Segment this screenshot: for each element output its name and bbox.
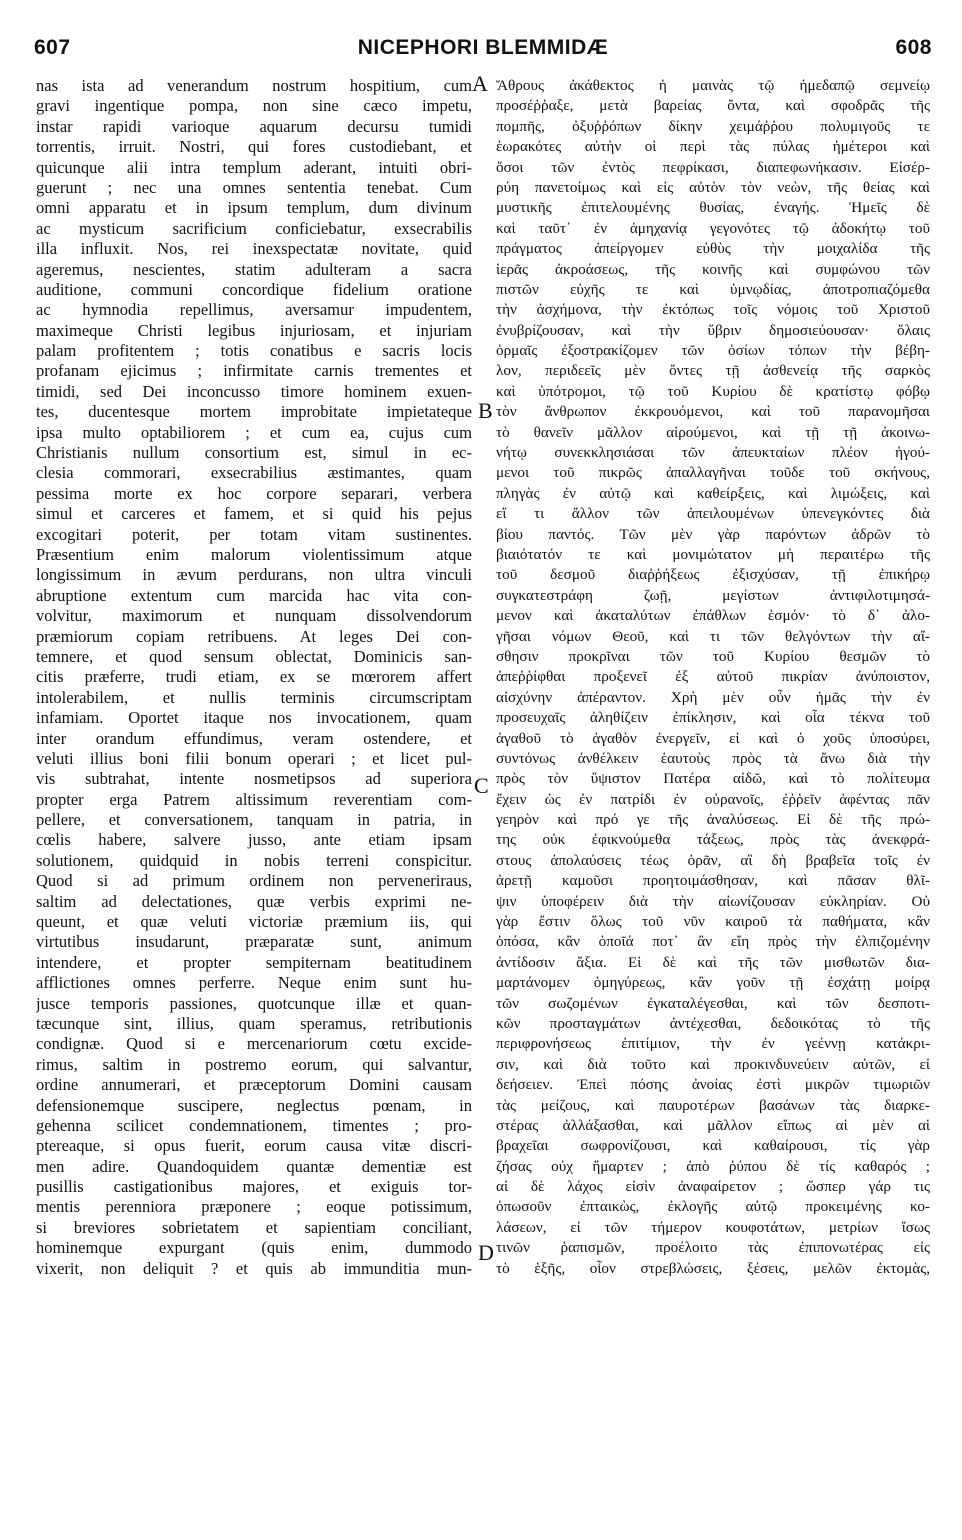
latin-text-line: longissimum in ævum perdurans, non ultra vinculi xyxy=(36,565,472,585)
latin-text-line: gehenna scilicet condemnationem, timentes ; pro- xyxy=(36,1115,472,1135)
greek-text-line: τῶν σωζομένων ἐγκαταλέγεσθαι, καὶ τῶν δεσποτι- xyxy=(496,994,930,1012)
greek-text-line: τὸν ἄνθρωπον ἐκκρουόμενοι, καὶ τοῦ παρανομῆσαι xyxy=(496,403,930,421)
latin-text-line: si breviores sobrietatem et sapientiam conciliant, xyxy=(36,1217,472,1237)
greek-text-line: προσευχαῖς ἀληθίζειν ἐπίκλησιν, καὶ οἷα τέκνα τοῦ xyxy=(496,709,930,727)
greek-text-line: συντόνως ἀνθέλκειν ἑαυτοὺς πρὸς τὰ ἄνω διὰ τὴν xyxy=(496,749,930,767)
latin-text-line: pessima morte ex hoc corpore separari, verbera xyxy=(36,483,472,503)
latin-text-line: virtutibus insudarunt, præparatæ sunt, animum xyxy=(36,932,472,952)
greek-text-line: ἔχειν ὡς ἐν πατρίδι ἐν οὐρανοῖς, ἐῤῥεῖν ἀφέντας πᾶν xyxy=(496,790,930,808)
greek-text-line: ἐνυβρίζουσαν, καὶ τὴν ὕβριν δημοσιεύουσαν· ὅλαις xyxy=(496,321,930,339)
latin-column xyxy=(36,76,472,1279)
greek-text-line: ρύη πανετοίμως καὶ εἰς αὐτὸν τὸν νεὼν, τῆς θείας καὶ xyxy=(496,178,930,196)
greek-text-line: συγκατεστράφη ζωῇ, μεγίστων ἀντιφιλοτιμησά- xyxy=(496,586,930,604)
greek-text-line: μενον καὶ ἀκαταλύτων ἐπάθλων ἑσμόν· τὸ δ᾽ ἀλο- xyxy=(496,607,930,625)
greek-column xyxy=(496,76,930,1279)
greek-text-line: ἱερᾶς ἀκροάσεως, τῆς κοινῆς καὶ συμφώνου τῶν xyxy=(496,260,930,278)
greek-text-line: αἱ δὲ λάχος εἰσὶν ἀναφαίρετον ; ὥσπερ γάρ τις xyxy=(496,1178,930,1196)
greek-text-line: ὅσοι τῶν ἐντὸς πεφρίκασι, διαπεφωνήκασιν. Εἰσέρ- xyxy=(496,158,930,176)
greek-text-line: ἀντίδοσιν ἄξια. Εἰ δὲ καὶ τῆς τῶν μισθωτῶν δια- xyxy=(496,953,930,971)
latin-text-line: queunt, et quæ veluti victoriæ præmium iis, qui xyxy=(36,912,472,932)
greek-text-line: ἀπεῤῥίφθαι προξενεῖ ἐξ αὐτοῦ πικρίαν ἀνύποιστον, xyxy=(496,668,930,686)
greek-text-line: αἰσχύνην ἀπέραντον. Χρὴ μὲν οὖν ἡμᾶς τὴν ἐν xyxy=(496,688,930,706)
greek-text-line: ἀγαθοῦ τὸ ἀγαθὸν ἐνεργεῖν, εἰ καὶ ὁ χοῦς ὑποσύρει, xyxy=(496,729,930,747)
latin-text-line: abruptione extentum cum marcida hac vita con- xyxy=(36,585,472,605)
latin-text-line: gravi ingentique pompa, non sine cæco impetu, xyxy=(36,96,472,116)
running-title: NICEPHORI BLEMMIDÆ xyxy=(357,36,609,59)
latin-text-line: volvitur, maximorum et nunquam dissolvendorum xyxy=(36,606,472,626)
latin-text-line: instar rapidi varioque aquarum decursu tumidi xyxy=(36,116,472,136)
greek-text-line: περιφρονήσεως ἐπιτίμιον, τὴν ἐν γεέννῃ κατάκρι- xyxy=(496,1035,930,1053)
latin-text-line: pusillis castigationibus majores, et exiguis tor- xyxy=(36,1177,472,1197)
latin-text-line: ageremus, nescientes, statim adulteram a sacra xyxy=(36,259,472,279)
latin-text-line: solutionem, quidquid in nobis terreni conspicitur. xyxy=(36,850,472,870)
greek-text-line: βιαιότατόν τε καὶ μονιμώτατον μὴ περαιτέρω τῆς xyxy=(496,545,930,563)
latin-text-line: condignæ. Quod si e mercenariorum cœtu excide- xyxy=(36,1034,472,1054)
greek-text-line: πληγὰς ἐν αὐτῷ καὶ καθείρξεις, καὶ λιμώξεις, καὶ xyxy=(496,484,930,502)
section-marker-a: A xyxy=(472,71,488,96)
greek-text-line: πομπῆς, ὀξυῤῥόπων δίκην χειμάῤῥου πολυμιγοῦς τε xyxy=(496,117,930,135)
section-marker-d: D xyxy=(478,1240,494,1265)
latin-text-line: ac hymnodia repellimus, aversamur impudentem, xyxy=(36,300,472,320)
greek-text-line: μαρτάνομεν ὁμηγύρεως, κἂν γοῦν τῇ ἐσχάτῃ μοίρᾳ xyxy=(496,974,930,992)
latin-text-line: intolerabilem, et nullis terminis circumscriptam xyxy=(36,687,472,707)
greek-text-line: πιστῶν εὐχῆς τε καὶ ὑμνῳδίας, ἀποτροπιαζόμεθα xyxy=(496,280,930,298)
latin-text-line: mentis perenniora præponere ; eoque potissimum, xyxy=(36,1197,472,1217)
section-marker-b: B xyxy=(478,398,493,423)
greek-text-line: Ἄθρους ἀκάθεκτος ἡ μαινὰς τῷ ἡμεδαπῷ σεμνείῳ xyxy=(496,77,930,94)
greek-text-line: μυστικῆς ἐπιτελουμένης θυσίας, ἐναγής. Ἡμεῖς δὲ xyxy=(496,199,930,217)
greek-text-line: γῆσαι νόμων Θεοῦ, καὶ τι τῶν θελγόντων τὴν αἴ- xyxy=(496,627,930,645)
greek-text-line: τοῦ δεσμοῦ διαῤῥήξεως ἐξισχύσαν, τῇ ἐπικήρῳ xyxy=(496,566,930,584)
latin-text-line: rimus, saltim in postremo eorum, qui salvantur, xyxy=(36,1054,472,1074)
greek-text-line: ἀρετῇ καμοῦσι προητοιμάσθησαν, καὶ πᾶσαν θλῖ- xyxy=(496,872,930,890)
greek-text-line: καὶ ὑπότρομοι, τῷ τοῦ Κυρίου δὲ κρατίστῳ φόβῳ xyxy=(496,382,930,400)
greek-text-line: κῶν προσταγμάτων ἀντέχεσθαι, δεδοικότας τὸ τῆς xyxy=(496,1014,930,1032)
greek-text-line: ἑωρακότες αὐτὴν οἱ περὶ τὰς πύλας ἡμέτεροι καὶ xyxy=(496,138,930,156)
greek-text-line: εἴ τι ἄλλον τῶν ἀπειλουμένων ὑπενεγκόντες διὰ xyxy=(496,505,930,523)
latin-text-line: defensionemque suscipere, neglectus pœnam, in xyxy=(36,1095,472,1115)
greek-text-line: τὴν ἀσχήμονα, τὴν ἐκτόπως τοῖς νόμοις τοῦ Χριστοῦ xyxy=(496,301,930,319)
latin-text-line: inter orandum effundimus, veram ostendere, et xyxy=(36,728,472,748)
latin-text-line: pellere, et conversationem, tanquam in patria, in xyxy=(36,810,472,830)
latin-text-line: profanam ejicimus ; infirmitate carnis trementes et xyxy=(36,361,472,381)
greek-text-line: ὁπωσοῦν ἐπταικὼς, ἐκλογῆς αὐτῷ προκειμένης κο- xyxy=(496,1198,930,1216)
greek-text-line: τὸ θανεῖν μᾶλλον αἱρούμενοι, καὶ τῇ τῇ ἀκοινω- xyxy=(496,423,930,441)
latin-text-line: Præsentium enim malorum violentissimum atque xyxy=(36,544,472,564)
greek-text-line: σιν, καὶ διὰ τοῦτο καὶ προκινδυνεύειν αὐτῶν, εἰ xyxy=(496,1055,930,1073)
greek-text-line: στους ἀπολαύσεις τέως ὁρᾶν, αἳ δὴ βραβεῖα τοῖς ἐν xyxy=(496,851,930,869)
latin-text-line: ipsa multo optabiliorem ; et cum ea, cujus cum xyxy=(36,422,472,442)
greek-text-line: δεήσειεν. Ἐπεὶ πόσης ἀνοίας ἐστὶ μικρῶν τιμωριῶν xyxy=(496,1076,930,1094)
latin-text-line: infamiam. Oportet itaque nos invocationem, quam xyxy=(36,708,472,728)
latin-text-line: vis subtrahat, intente nosmetipsos ad superiora xyxy=(36,769,472,789)
greek-text-line: τὸ ἑξῆς, οἷον στρεβλώσεις, ξέσεις, μελῶν ἐκτομὰς, xyxy=(496,1259,930,1277)
latin-text-line: Christianis nullum consortium est, simul in ec- xyxy=(36,443,472,463)
left-page-number: 607 xyxy=(34,36,71,59)
latin-text-line: nas ista ad venerandum nostrum hospitium, cum xyxy=(36,76,472,95)
greek-text-line: λον, περιδεεῖς μὲν ὄντες τῇ ἀσθενείᾳ τῆς σαρκὸς xyxy=(496,362,930,380)
latin-text-line: tes, ducentesque mortem improbitate impietateque xyxy=(36,402,472,422)
greek-text-line: καὶ ταῦτ᾽ ἐν ἀμηχανίᾳ γεγονότες τῷ ἀδοκήτῳ τοῦ xyxy=(496,219,930,237)
greek-text-line: λάσεων, εἰ τῶν τήμερον κουφοτάτων, μετρίων ἴσως xyxy=(496,1218,930,1236)
section-marker-c: C xyxy=(474,773,489,798)
latin-text-line: illa influxit. Nos, rei inexspectatæ novitate, quid xyxy=(36,239,472,259)
latin-text-line: omni apparatu et in ipsum templum, dum divinum xyxy=(36,198,472,218)
greek-text-line: ψιν ὑποφέρειν διὰ τὴν αἰωνίζουσαν εὐκληρίαν. Οὐ xyxy=(496,892,930,910)
latin-text-line: quicunque alii intra templum aderant, intuiti obri- xyxy=(36,157,472,177)
latin-text-line: cœlis habere, salvere jusso, ante etiam ipsam xyxy=(36,830,472,850)
latin-text-line: hominemque expurgant (quis enim, dummodo xyxy=(36,1238,472,1258)
greek-text-line: τινῶν ῥαπισμῶν, προέλοιτο τὰς ἐπιπονωτέρας εἰς xyxy=(496,1239,930,1257)
greek-text-line: γὰρ ἔστιν ὅλως τοῦ νῦν καιροῦ τὰ παθήματα, κἂν xyxy=(496,913,930,931)
latin-text-line: excogitari poterit, per totam vitam sustinentes. xyxy=(36,524,472,544)
greek-text-line: ζήσας οὐχ ἥμαρτεν ; ἀπὸ ῥύπου δὲ τίς καθαρός ; xyxy=(496,1157,930,1175)
greek-text-line: στέρας ἀλλάξασθαι, καὶ μᾶλλον εἴπως αἱ μὲν αἱ xyxy=(496,1116,930,1134)
latin-text-line: torrentis, irruit. Nostri, qui fores custodiebant, et xyxy=(36,137,472,157)
page-header xyxy=(34,36,932,66)
greek-text-line: ὁρμαῖς ἐξοστρακίζομεν τῶν ὁσίων τόπων τὴν βέβη- xyxy=(496,342,930,360)
latin-text-line: vixerit, non deliquit ? et quis ab immunditia mun- xyxy=(36,1258,472,1278)
latin-text-line: ac mysticum sacrificium conficiebatur, exsecrabilis xyxy=(36,218,472,238)
greek-text-line: τὰς μείζους, καὶ παυροτέρων βασάνων τὰς διαρκε- xyxy=(496,1096,930,1114)
latin-text-line: saltim ad delectationes, quæ verbis exprimi ne- xyxy=(36,891,472,911)
greek-text-line: βίου παντός. Τῶν μὲν γὰρ παρόντων ἀδρῶν τὸ xyxy=(496,525,930,543)
latin-text-line: men adire. Quandoquidem quantæ dementiæ est xyxy=(36,1156,472,1176)
latin-text-line: tæcunque sint, illius, quam speramus, retributionis xyxy=(36,1013,472,1033)
right-page-number: 608 xyxy=(895,36,932,59)
latin-text-line: timidi, sed Dei inconcusso timore hominem exuen- xyxy=(36,381,472,401)
greek-text-line: βραχεῖαι σωφρονίζουσι, καὶ καθαίρουσι, τίς γὰρ xyxy=(496,1137,930,1155)
greek-text-line: πράγματος ἀπείργομεν εὐθὺς τὴν μοιχαλίδα τῆς xyxy=(496,240,930,258)
latin-text-line: jusce temporis passiones, quotcunque illæ et quan- xyxy=(36,993,472,1013)
latin-text-line: veluti illius boni filii bonum operari ; et licet pul- xyxy=(36,748,472,768)
latin-text-line: maximeque Christi legibus injuriosam, et injuriam xyxy=(36,320,472,340)
latin-text-line: temnere, et quod sensum oblectat, Dominicis san- xyxy=(36,646,472,666)
latin-text-line: intendere, et propter sempiternam beatitudinem xyxy=(36,952,472,972)
latin-text-line: præmiorum copiam retribuens. At leges Dei con- xyxy=(36,626,472,646)
greek-text-line: ὁπόσα, κἂν ὁποῖά ποτ᾽ ἂν εἴη πρὸς τὴν ἐλπιζομένην xyxy=(496,933,930,951)
latin-text-line: afflictiones omnes perferre. Neque enim sunt hu- xyxy=(36,973,472,993)
greek-text-line: μενοι τοῦ πικρῶς ἀπαλλαγῆναι τοῦδε τοῦ σκήνους, xyxy=(496,464,930,482)
latin-text-line: ordine annumerari, et præceptorum Domini causam xyxy=(36,1075,472,1095)
latin-text-line: guerunt ; nec una omnes sententia tenebat. Cum xyxy=(36,177,472,197)
latin-text-line: clesia commorari, exsecrabilius æstimantes, quam xyxy=(36,463,472,483)
latin-text-line: simul et carceres et famem, et si quid his pejus xyxy=(36,504,472,524)
greek-text-line: της οὐκ ἐφικνούμεθα τάξεως, πρὸς τὰς ἀνεκφρά- xyxy=(496,831,930,849)
latin-text-line: Quod si ad primum ordinem non perveneriraus, xyxy=(36,871,472,891)
latin-text-line: propter erga Patrem altissimum reverentiam com- xyxy=(36,789,472,809)
greek-text-line: νήτῳ συνεκκλησιάσαι τῶν ἀπευκταίων πλέον ἡγού- xyxy=(496,444,930,462)
greek-text-line: πρὸς τὸν ὕψιστον Πατέρα αἰδῶ, καὶ τὸ πολίτευμα xyxy=(496,770,930,788)
greek-text-line: γεηρὸν καὶ πρό γε τῆς ἀναλύσεως. Εἰ δὲ τῆς πρώ- xyxy=(496,811,930,829)
latin-text-line: auditione, communi concordique fidelium oratione xyxy=(36,279,472,299)
greek-text-line: σθησιν προκρῖναι τῶν τοῦ Κυρίου θεσμῶν τὸ xyxy=(496,647,930,665)
latin-text-line: palam profitentem ; totis conatibus e sacris locis xyxy=(36,341,472,361)
greek-text-line: προσέῤῥαξε, μετὰ βαρείας ὄντα, καὶ σφοδρᾶς τῆς xyxy=(496,97,930,115)
latin-text-line: citis præferre, trudi etiam, ex se mœrorem affert xyxy=(36,667,472,687)
latin-text-line: ptereaque, si opus fuerit, eorum causa vitæ discri- xyxy=(36,1136,472,1156)
